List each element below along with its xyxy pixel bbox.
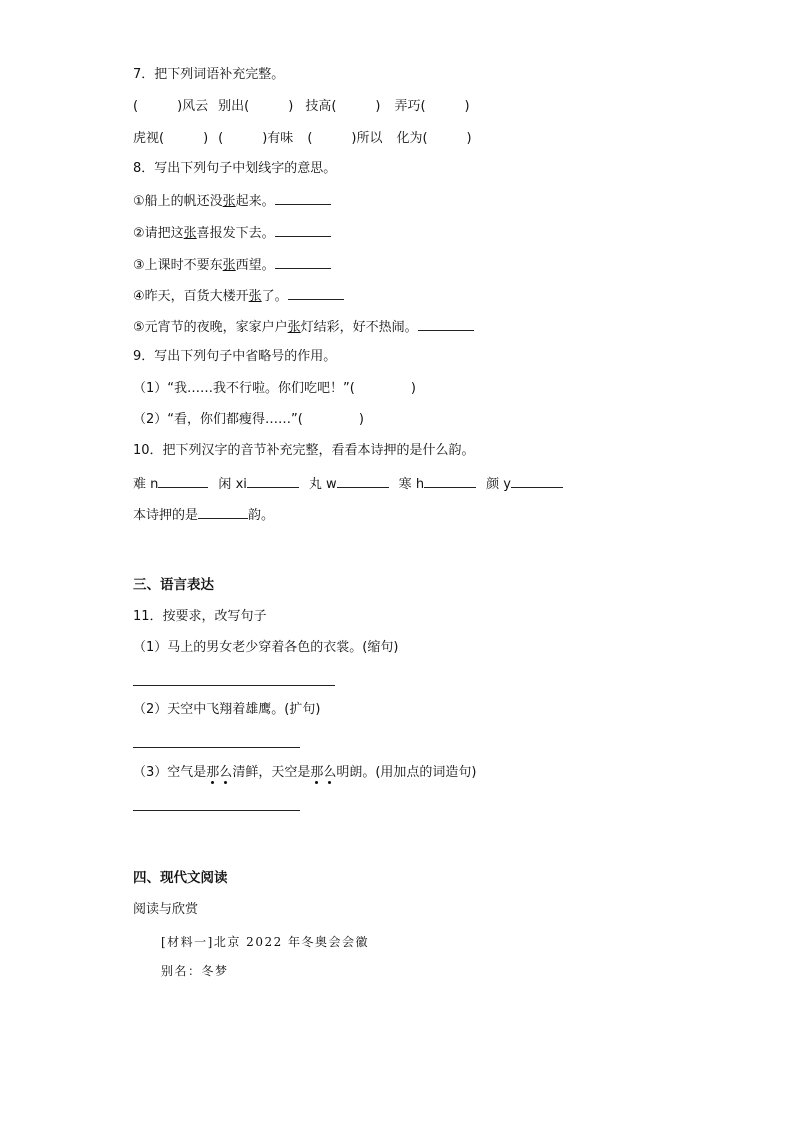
- section-heading: 四、现代文阅读: [133, 870, 228, 886]
- answer-blank[interactable]: [288, 287, 344, 300]
- answer-blank[interactable]: [275, 192, 331, 205]
- material-alias: 别名：冬梦: [161, 964, 229, 978]
- answer-line[interactable]: [133, 747, 300, 748]
- q11-item-2: （2）天空中飞翔着雄鹰。(扩句): [133, 702, 321, 717]
- dotted-char: 那: [310, 765, 324, 780]
- underlined-char: 张: [287, 320, 301, 335]
- q7-word: ( )所以: [307, 131, 383, 146]
- q7-word: 别出( ): [218, 99, 294, 114]
- answer-blank[interactable]: [337, 475, 389, 488]
- q7-row2: [133, 130, 472, 148]
- answer-blank[interactable]: [247, 475, 299, 488]
- answer-blank[interactable]: [158, 475, 208, 488]
- q10-title: 10．把下列汉字的音节补充完整，看看本诗押的是什么韵。: [133, 443, 475, 458]
- q8-item-2: ②请把这张喜报发下去。: [133, 224, 331, 243]
- section-heading: 三、语言表达: [133, 577, 214, 593]
- answer-line[interactable]: [133, 810, 300, 811]
- answer-line[interactable]: [133, 685, 335, 686]
- q7-word: 化为( ): [396, 131, 472, 146]
- dotted-char: 那: [206, 765, 220, 780]
- q7-row1: [133, 98, 470, 116]
- q9-item-1: （1）“我……我不行啦。你们吃吧！”( ): [133, 381, 416, 396]
- q9-title: 9．写出下列句子中省略号的作用。: [133, 349, 337, 364]
- q8-item-5: ⑤元宵节的夜晚，家家户户张灯结彩，好不热闹。: [133, 318, 474, 337]
- q8-title: 8．写出下列句子中划线字的意思。: [133, 161, 337, 176]
- q11-title: 11．按要求，改写句子: [133, 609, 267, 624]
- reading-subtitle: 阅读与欣赏: [133, 902, 199, 917]
- q7-title: 7．把下列词语补充完整。: [133, 67, 285, 82]
- q8-item-3: ③上课时不要东张西望。: [133, 256, 331, 275]
- q7-word: ( )风云: [133, 99, 209, 114]
- dotted-char: 么: [219, 765, 233, 780]
- underlined-char: 张: [222, 258, 236, 273]
- underlined-char: 张: [222, 194, 236, 209]
- q9-item-2: （2）“看，你们都瘦得……”( ): [133, 412, 364, 427]
- q7-word: 虎视( ): [133, 131, 209, 146]
- q8-item-4: ④昨天，百货大楼开张了。: [133, 287, 344, 306]
- answer-blank[interactable]: [424, 475, 476, 488]
- answer-blank[interactable]: [418, 318, 474, 331]
- q7-word: 弄巧( ): [394, 99, 470, 114]
- answer-blank[interactable]: [198, 506, 248, 519]
- material-title: [材料一]北京 2022 年冬奥会会徽: [161, 935, 370, 949]
- underlined-char: 张: [248, 289, 262, 304]
- q10-rhyme: 本诗押的是 韵。: [133, 508, 275, 523]
- q7-word: ( )有味: [218, 131, 294, 146]
- q11-item-1: （1）马上的男女老少穿着各色的衣裳。(缩句): [133, 640, 399, 655]
- underlined-char: 张: [183, 226, 197, 241]
- q7-word: 技高( ): [305, 99, 381, 114]
- q8-item-1: ①船上的帆还没张起来。: [133, 192, 331, 211]
- answer-blank[interactable]: [275, 224, 331, 237]
- q11-item-3: （3）空气是那么清鲜，天空是那么明朗。(用加点的词造句): [133, 765, 477, 780]
- dotted-char: 么: [323, 765, 337, 780]
- answer-blank[interactable]: [275, 256, 331, 269]
- answer-blank[interactable]: [511, 475, 563, 488]
- q10-syllables: 难 n 闲 xi 丸 w 寒 h 颜 y: [133, 475, 563, 494]
